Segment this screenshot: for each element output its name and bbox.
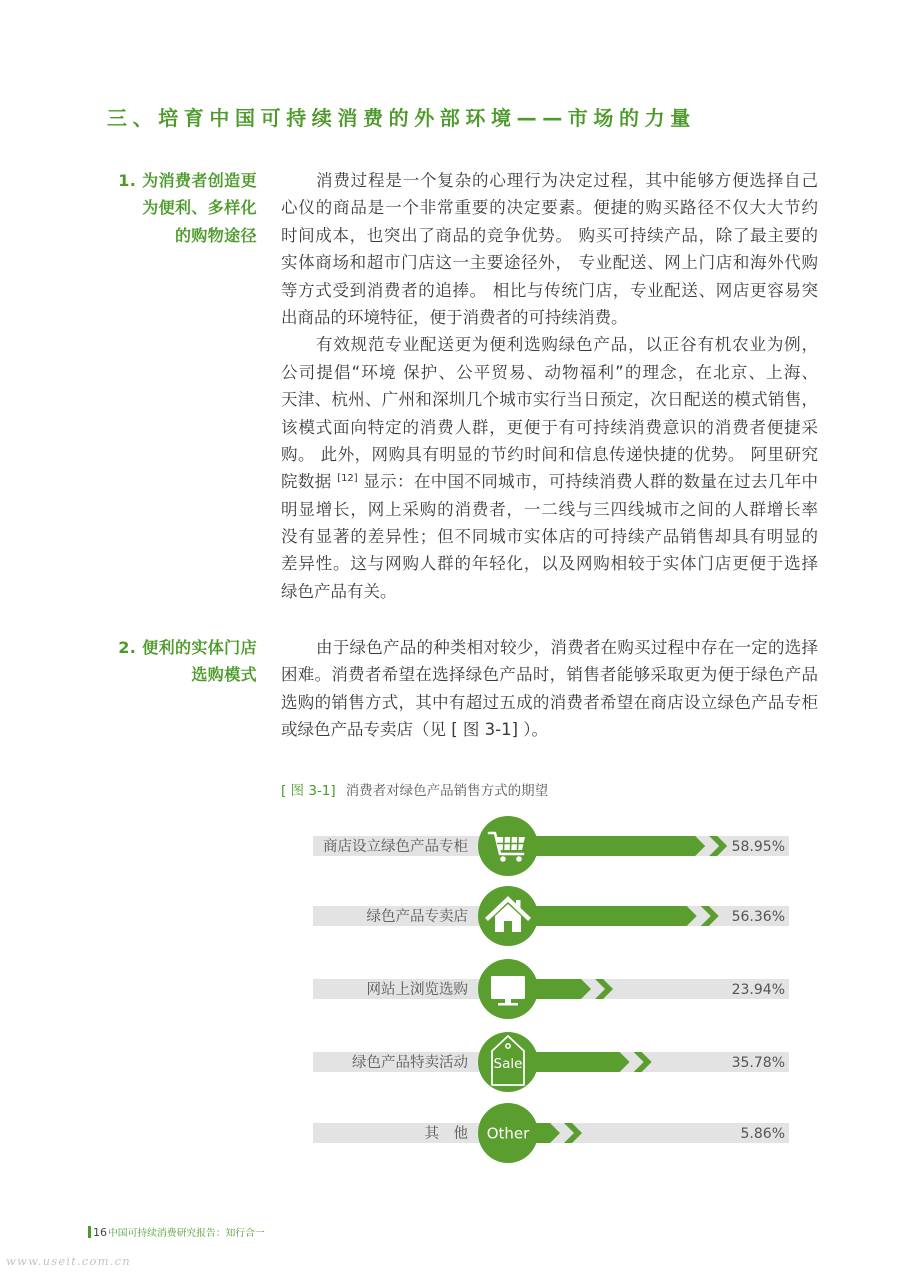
line-text: 院数据 bbox=[281, 472, 338, 492]
other-label: Other bbox=[486, 1124, 530, 1143]
paragraph-line: 出商品的环境特征，便于消费者的可持续消费。 bbox=[281, 307, 628, 327]
page-footer bbox=[88, 1224, 265, 1240]
value-label: 5.86% bbox=[740, 1126, 785, 1142]
watermark: www.useit.com.cn bbox=[6, 1254, 131, 1268]
figure-title: 消费者对绿色产品销售方式的期望 bbox=[345, 783, 549, 799]
section2-heading-line: 选购模式 bbox=[191, 665, 257, 685]
paragraph-line: 公司提倡“环境 保护、公平贸易、动物福利”的理念，在北京、上海、 bbox=[281, 362, 818, 382]
section2-heading-line: 2. 便利的实体门店 bbox=[118, 638, 257, 657]
section1-heading-line: 为便利、多样化 bbox=[142, 198, 257, 218]
paragraph-line: 等方式受到消费者的追捧。 相比与传统门店，专业配送、网店更容易突 bbox=[281, 280, 818, 300]
paragraph-line: 绿色产品有关。 bbox=[281, 581, 397, 601]
paragraph-line: 困难。消费者希望在选择绿色产品时，销售者能够采取更为便于绿色产品 bbox=[281, 665, 818, 685]
value-label: 23.94% bbox=[731, 982, 785, 998]
chart-row bbox=[313, 959, 789, 1019]
paragraph-line: 由于绿色产品的种类相对较少，消费者在购买过程中存在一定的选择 bbox=[316, 638, 818, 657]
other-icon bbox=[487, 1125, 530, 1143]
paragraph-line: 天津、杭州、广州和深圳几个城市实行当日预定，次日配送的模式销售， bbox=[281, 390, 818, 410]
category-label: 其 他 bbox=[424, 1126, 468, 1142]
chart-row bbox=[313, 1103, 789, 1163]
paragraph-line: 购。 此外，网购具有明显的节约时间和信息传递快捷的优势。 阿里研究 bbox=[281, 444, 818, 464]
category-label: 绿色产品专卖店 bbox=[366, 909, 468, 925]
line-text: 显示：在中国不同城市，可持续消费人群的数量在过去几年中 bbox=[357, 472, 818, 492]
section2-body bbox=[281, 634, 818, 744]
paragraph-line: 心仪的商品是一个非常重要的决定要素。便捷的购买路径不仅大大节约 bbox=[281, 198, 818, 218]
monitor-screen bbox=[491, 976, 525, 999]
paragraph-line: 明显增长，网上采购的消费者，一二线与三四线城市之间的人群增长率 bbox=[281, 499, 818, 519]
section1-heading-line: 的购物途径 bbox=[174, 225, 257, 245]
value-label: 58.95% bbox=[731, 839, 785, 855]
section2-heading bbox=[90, 634, 257, 689]
category-label: 商店设立绿色产品专柜 bbox=[323, 839, 468, 855]
paragraph-line: 消费过程是一个复杂的心理行为决定过程，其中能够方便选择自己 bbox=[316, 171, 818, 190]
house-door bbox=[504, 921, 512, 932]
monitor-base bbox=[498, 1003, 518, 1006]
monitor-neck bbox=[505, 999, 511, 1003]
house-chimney bbox=[516, 900, 521, 909]
section1-body bbox=[281, 167, 818, 605]
paragraph-line: 选购的销售方式，其中有超过五成的消费者希望在商店设立绿色产品专柜 bbox=[281, 692, 818, 712]
category-label: 网站上浏览选购 bbox=[366, 982, 468, 998]
paragraph-line bbox=[281, 468, 818, 495]
chart-row bbox=[313, 886, 789, 946]
paragraph-line: 有效规范专业配送更为便利选购绿色产品，以正谷有机农业为例， bbox=[316, 335, 818, 355]
paragraph-line: 没有显著的差异性；但不同城市实体店的可持续产品销售却具有明显的 bbox=[281, 527, 818, 547]
value-label: 35.78% bbox=[731, 1055, 785, 1071]
figure-caption bbox=[281, 781, 548, 801]
paragraph bbox=[281, 331, 818, 605]
section-title: 三、培育中国可持续消费的外部环境——市场的力量 bbox=[107, 106, 696, 130]
page-number: 16 bbox=[93, 1225, 107, 1239]
paragraph-line: 差异性。这与网购人群的年轻化，以及网购相较于实体门店更便于选择 bbox=[281, 554, 818, 574]
category-label: 绿色产品特卖活动 bbox=[352, 1055, 468, 1071]
paragraph-line: 实体商场和超市门店这一主要途径外， 专业配送、网上门店和海外代购 bbox=[281, 253, 818, 273]
paragraph bbox=[281, 167, 818, 331]
chart-row bbox=[313, 1032, 789, 1092]
paragraph bbox=[281, 634, 818, 744]
section1-heading-line: 1. 为消费者创造更 bbox=[118, 171, 257, 190]
sales-method-chart bbox=[300, 805, 800, 1170]
section1-heading bbox=[90, 167, 257, 249]
cart-wheel bbox=[516, 856, 522, 862]
cart-wheel bbox=[500, 856, 506, 862]
footer-report-title: 中国可持续消费研究报告：知行合一 bbox=[108, 1228, 265, 1239]
chart-row bbox=[313, 816, 789, 876]
sale-label: Sale bbox=[493, 1056, 523, 1072]
figure-number: [ 图 3-1] bbox=[281, 783, 336, 799]
paragraph-line: 该模式面向特定的消费人群，更便于有可持续消费意识的消费者便捷采 bbox=[281, 417, 818, 437]
footer-accent-bar bbox=[88, 1226, 91, 1238]
value-label: 56.36% bbox=[731, 909, 785, 925]
citation-reference: [12] bbox=[337, 473, 358, 485]
paragraph-line: 或绿色产品专卖店（见 [ 图 3-1] ）。 bbox=[281, 720, 549, 740]
paragraph-line: 时间成本，也突出了商品的竞争优势。 购买可持续产品，除了最主要的 bbox=[281, 225, 818, 245]
